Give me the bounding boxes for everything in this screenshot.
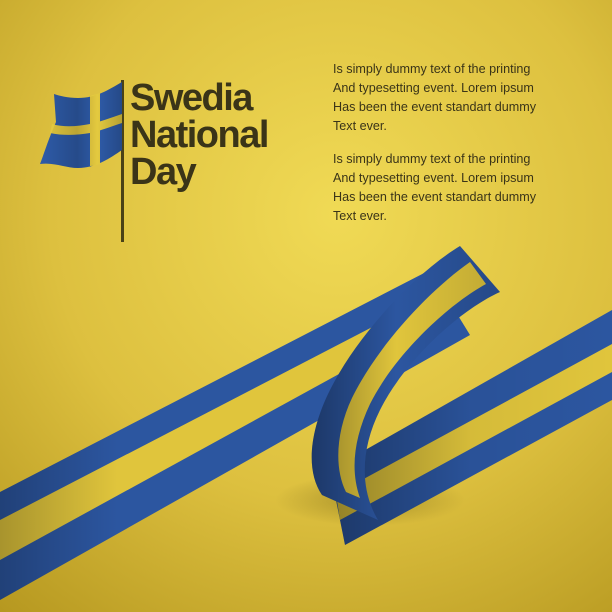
title-line: National xyxy=(130,114,268,156)
paragraph-line: Is simply dummy text of the printing xyxy=(333,152,531,166)
paragraph-line: Is simply dummy text of the printing xyxy=(333,62,531,76)
title-line: Day xyxy=(130,151,196,193)
paragraph-line: Has been the event standart dummy xyxy=(333,100,537,114)
paragraph-line: Text ever. xyxy=(333,209,387,223)
title-line: Swedia xyxy=(130,77,252,119)
paragraph-line: And typesetting event. Lorem ipsum xyxy=(333,171,534,185)
paragraph-line: And typesetting event. Lorem ipsum xyxy=(333,81,534,95)
paragraph-line: Has been the event standart dummy xyxy=(333,190,537,204)
paragraph-line: Text ever. xyxy=(333,119,387,133)
